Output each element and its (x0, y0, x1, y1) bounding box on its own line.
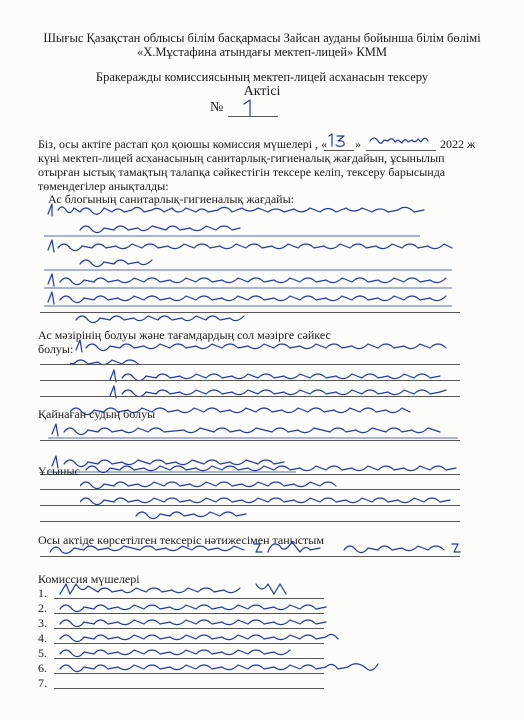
water-rule-1 (40, 440, 460, 441)
member-number-3: 3. (38, 616, 47, 630)
proposal-label: Ұсыныс (38, 464, 80, 478)
school-line: «Х.Мұстафина атындағы мектеп-лицей» КММ (137, 45, 387, 59)
proposal-rule-2 (40, 505, 460, 506)
menu-rule-3 (40, 396, 460, 397)
org-line: Шығыс Қазақстан облысы білім басқармасы Зайсан ауданы бойынша білім бөлімі (43, 31, 481, 45)
intro-line-1a: Біз, осы актіге растап қол қоюшы комиссия мүшелері , « (38, 137, 328, 151)
member-number-2: 2. (38, 601, 47, 615)
member-number-6: 6. (38, 661, 47, 675)
menu-rule-1 (40, 364, 460, 365)
members-label: Комиссия мүшелері (38, 572, 140, 586)
member-rule-7 (54, 688, 324, 689)
members-handwriting (56, 580, 386, 680)
date-day-handwriting (326, 133, 354, 149)
member-number-1: 1. (38, 586, 47, 600)
member-number-5: 5. (38, 646, 47, 660)
block-entries-handwriting (40, 200, 480, 340)
proposal-rule-3 (40, 521, 460, 522)
commission-line: Бракеражды комиссиясының мектеп-лицей асханасын тексеру (95, 70, 429, 84)
intro-line-2: күні мектеп-лицей асханасының санитарлық-гигиеналық жағдайын, ұсынылып (38, 151, 445, 165)
number-label: № (210, 100, 224, 115)
ack-rule (40, 556, 460, 557)
menu-label-2: болуы: (38, 342, 74, 356)
date-month-handwriting (368, 132, 434, 150)
intro-line-3: отырған ыстық тамақтың талапқа сәйкестігін тексере келіп, тексеру барысында (38, 165, 446, 179)
intro-line-4: төмендегілер анықталды: (38, 179, 169, 193)
intro-line-1c: 2022 ж (440, 137, 476, 151)
menu-rule-2 (40, 380, 460, 381)
member-number-4: 4. (38, 631, 47, 645)
block-label: Ас блогының санитарлық-гигиеналық жағдайы: (48, 192, 294, 206)
member-number-7: 7. (38, 676, 47, 690)
menu-entries-handwriting (70, 336, 470, 416)
proposal-rule-1 (40, 489, 460, 490)
water-label: Қайнаған судың болуы (38, 407, 156, 421)
menu-label-1: Ас мәзірінің болуы және тағамдардың сол мәзірге сәйкес (38, 328, 331, 342)
act-number-handwriting (236, 98, 266, 118)
intro-line-1b: » (355, 137, 361, 151)
block-rule (40, 312, 460, 313)
ack-label: Осы актіде көрсетілген тексеріс нәтижесімен таныстым (38, 533, 324, 547)
document-title: Актісі (243, 84, 281, 99)
